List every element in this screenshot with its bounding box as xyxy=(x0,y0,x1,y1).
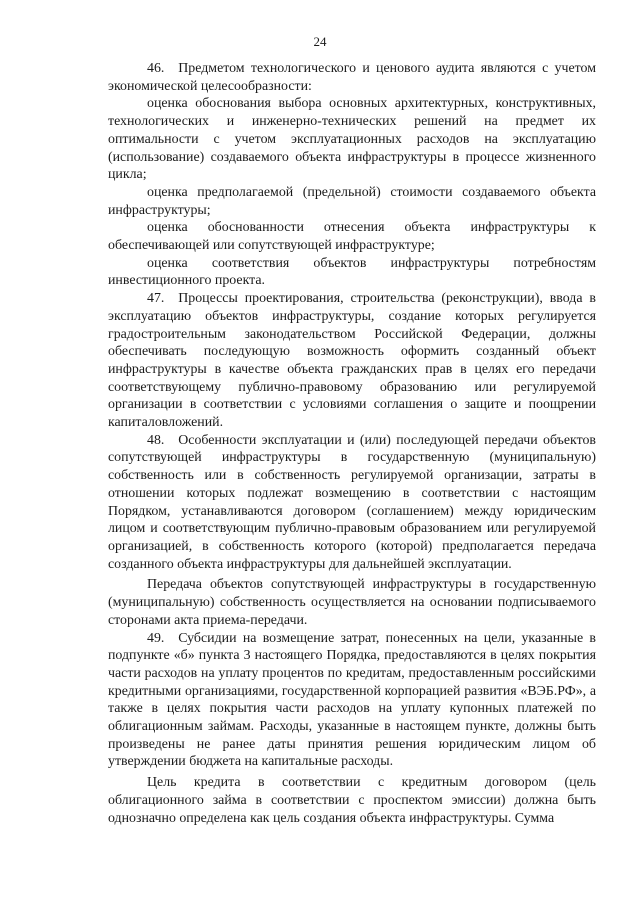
paragraph-49-loan-purpose: Цель кредита в соответствии с кредитным договором (цель облигационного займа в соответствии с проспектом эмиссии) должна быть однозначно определена как цель создания объекта инфраструктуры. Сумма xyxy=(108,775,596,826)
paragraph-46-item-4: оценка соответствия объектов инфраструктуры потребностям инвестиционного проекта. xyxy=(108,255,596,289)
paragraph-46-intro: 46. Предметом технологического и ценового аудита являются с учетом экономической целесообразности: xyxy=(108,61,596,94)
page-number: 24 xyxy=(313,34,327,49)
paragraph-49: 49. Субсидии на возмещение затрат, понесенных на цели, указанные в подпункте «б» пункта 3 настоящего Порядка, предоставляются в целях покрытия части расходов на уплату процентов по кредитам, предоставленным российскими кредитными организациями, государственной корпорацией развития «ВЭБ.РФ», а также в целях покрытия части расходов на уплату купонных платежей по облигационным займам. Расходы, указанные в настоящем пункте, должны быть произведены не ранее даты принятия решения юридическим лицом об утверждении бюджета на капитальные расходы. xyxy=(108,630,596,770)
paragraph-46-item-1: оценка обоснования выбора основных архитектурных, конструктивных, технологических и инженерно-технических решений на предмет их оптимальности с учетом эксплуатационных расходов на эксплуатацию (использование) создаваемого объекта инфраструктуры в процессе жизненного цикла; xyxy=(108,96,596,183)
paragraph-46-item-2: оценка предполагаемой (предельной) стоимости создаваемого объекта инфраструктуры; xyxy=(108,184,596,218)
paragraph-47: 47. Процессы проектирования, строительства (реконструкции), ввода в эксплуатацию объектов инфраструктуры, создание которых регулируется градостроительным законодательством Российской Федерации, должны обеспечивать последующую возможность оформить созданный объект инфраструктуры в качестве объекта гражданских прав в целях его передачи соответствующему публично-правовому образованию или регулируемой организации в соответствии с условиями соглашения о защите и поощрении капиталовложений. xyxy=(108,291,596,431)
paragraph-46-item-3: оценка обоснованности отнесения объекта инфраструктуры к обеспечивающей или сопутствующей инфраструктуре; xyxy=(108,220,596,254)
document-body xyxy=(108,60,596,827)
paragraph-48: 48. Особенности эксплуатации и (или) последующей передачи объектов сопутствующей инфраструктуры в государственную (муниципальную) собственность или в собственность регулируемой организации, затраты в отношении которых подлежат возмещению в соответствии с настоящим Порядком, устанавливаются договором (соглашением) между юридическим лицом и соответствующим публично-правовым образованием или регулируемой организацией, в собственность которого (которой) предполагается передача созданного объекта инфраструктуры для дальнейшей эксплуатации. xyxy=(108,432,596,572)
paragraph-48-transfer: Передача объектов сопутствующей инфраструктуры в государственную (муниципальную) собственность осуществляется на основании подписываемого сторонами акта приема-передачи. xyxy=(108,577,596,628)
